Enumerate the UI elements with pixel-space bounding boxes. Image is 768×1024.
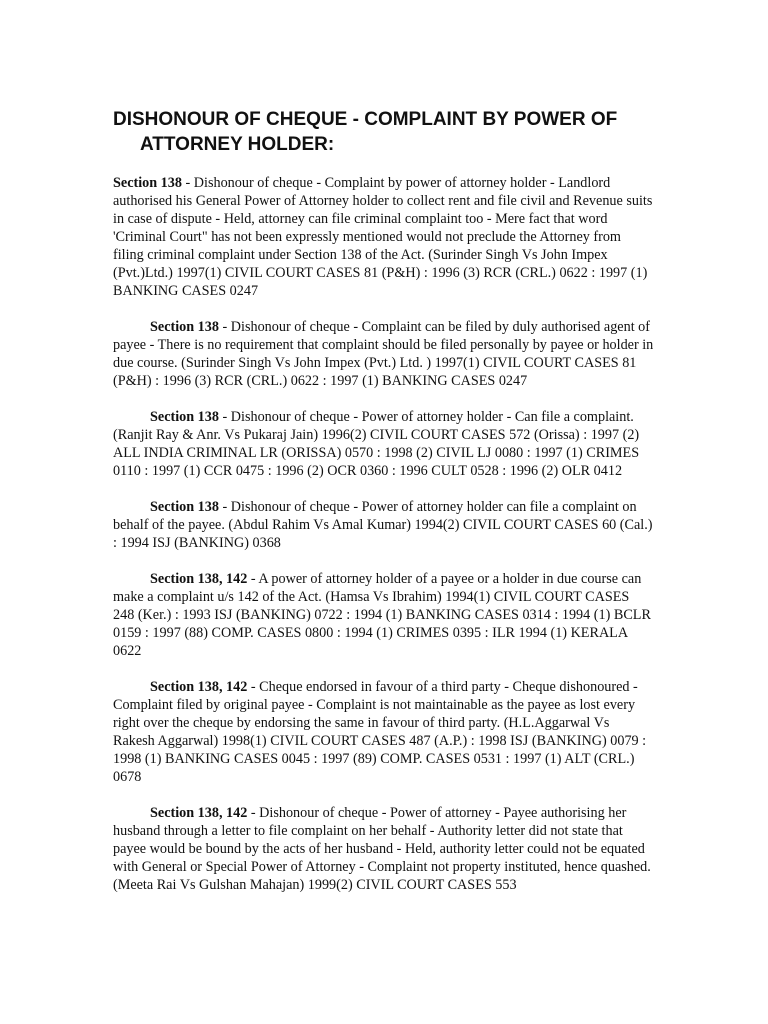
case-paragraph <box>113 804 654 894</box>
case-text: - Dishonour of cheque - Complaint by power of attorney holder - Landlord authorised his General Power of Attorney holder to collect rent and file civil and Revenue suits in case of dispute - Held, attorney can file criminal complaint too - Mere fact that word 'Criminal Court" has not been expressly mentioned would not preclude the Attorney from filing criminal complaint under Section 138 of the Act. (Surinder Singh Vs John Impex (Pvt.)Ltd.) 1997(1) CIVIL COURT CASES 81 (P&H) : 1996 (3) RCR (CRL.) 0622 : 1997 (1) BANKING CASES 0247 <box>113 175 653 299</box>
case-text: - Dishonour of cheque - Complaint can be filed by duly authorised agent of payee - There is no requirement that complaint should be filed personally by payee or holder in due course. (Surinder Singh Vs John Impex (Pvt.) Ltd. ) 1997(1) CIVIL COURT CASES 81 (P&H) : 1996 (3) RCR (CRL.) 0622 : 1997 (1) BANKING CASES 0247 <box>113 319 654 389</box>
case-paragraph <box>113 408 654 480</box>
case-paragraph <box>113 678 654 786</box>
case-paragraph <box>113 318 654 390</box>
section-reference: Section 138 <box>113 175 182 191</box>
case-text: - Dishonour of cheque - Power of attorney - Payee authorising her husband through a letter to file complaint on her behalf - Authority letter did not state that payee would be bound by the acts of her husband - Held, authority letter could not be equated with General or Special Power of Attorney - Complaint not property instituted, hence quashed. (Meeta Rai Vs Gulshan Mahajan) 1999(2) CIVIL COURT CASES 553 <box>113 805 651 893</box>
case-text: - Dishonour of cheque - Power of attorney holder - Can file a complaint. (Ranjit Ray & Anr. Vs Pukaraj Jain) 1996(2) CIVIL COURT CASES 572 (Orissa) : 1997 (2) ALL INDIA CRIMINAL LR (ORISSA) 0570 : 1998 (2) CIVIL LJ 0080 : 1997 (1) CRIMES 0110 : 1997 (1) CCR 0475 : 1996 (2) OCR 0360 : 1996 CULT 0528 : 1996 (2) OLR 0412 <box>113 409 640 479</box>
document-title: DISHONOUR OF CHEQUE - COMPLAINT BY POWER OF ATTORNEY HOLDER: <box>113 109 618 155</box>
case-text: - Cheque endorsed in favour of a third party - Cheque dishonoured - Complaint filed by original payee - Complaint is not maintainable as the payee as lost every right over the cheque by endorsing the same in favour of third party. (H.L.Aggarwal Vs Rakesh Aggarwal) 1998(1) CIVIL COURT CASES 487 (A.P.) : 1998 ISJ (BANKING) 0079 : 1998 (1) BANKING CASES 0045 : 1997 (89) COMP. CASES 0531 : 1997 (1) ALT (CRL.) 0678 <box>113 679 647 785</box>
section-reference: Section 138 <box>150 409 219 425</box>
case-paragraph <box>113 570 654 660</box>
section-reference: Section 138, 142 <box>150 571 248 587</box>
section-reference: Section 138, 142 <box>150 805 248 821</box>
section-reference: Section 138 <box>150 319 219 335</box>
section-reference: Section 138, 142 <box>150 679 248 695</box>
case-paragraph <box>113 498 654 552</box>
section-reference: Section 138 <box>150 499 219 515</box>
case-paragraph <box>113 174 654 300</box>
case-text: - A power of attorney holder of a payee or a holder in due course can make a complaint u/s 142 of the Act. (Hamsa Vs Ibrahim) 1994(1) CIVIL COURT CASES 248 (Ker.) : 1993 ISJ (BANKING) 0722 : 1994 (1) BANKING CASES 0314 : 1994 (1) BCLR 0159 : 1997 (88) COMP. CASES 0800 : 1994 (1) CRIMES 0395 : ILR 1994 (1) KERALA 0622 <box>113 571 651 659</box>
case-text: - Dishonour of cheque - Power of attorney holder can file a complaint on behalf of the payee. (Abdul Rahim Vs Amal Kumar) 1994(2) CIVIL COURT CASES 60 (Cal.) : 1994 ISJ (BANKING) 0368 <box>113 499 653 551</box>
